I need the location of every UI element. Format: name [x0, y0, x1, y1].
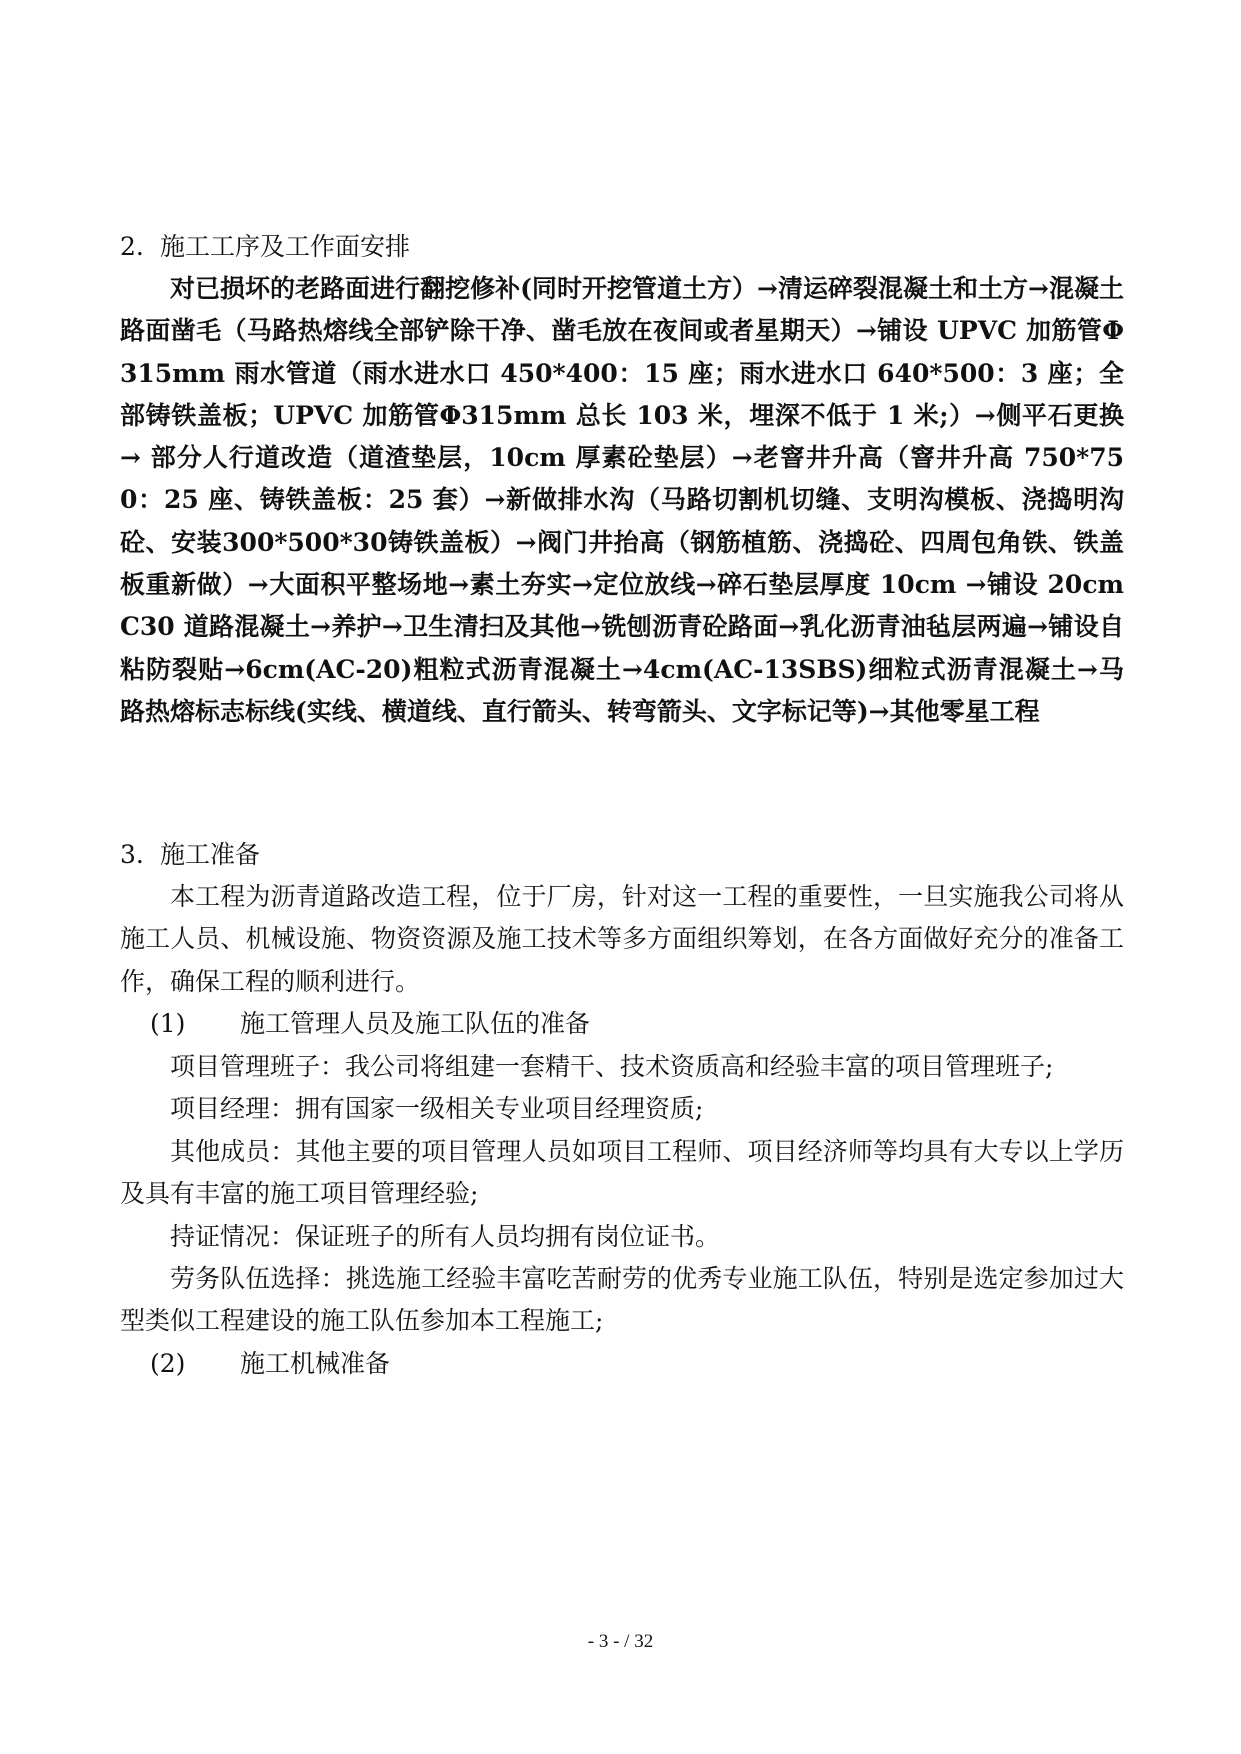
subsection-1-tag: (1) — [150, 1009, 186, 1038]
subsection-2-tag: (2) — [150, 1349, 186, 1378]
list-item: 项目管理班子：我公司将组建一套精干、技术资质高和经验丰富的项目管理班子; — [170, 1052, 1054, 1081]
list-item: 其他成员：其他主要的项目管理人员如项目工程师、项目经济师等均具有大专以上学历及具有丰富的施工项目管理经验; — [120, 1137, 1124, 1209]
section-2-body: 对已损坏的老路面进行翻挖修补(同时开挖管道土方）→清运碎裂混凝土和土方→混凝土路面凿毛（马路热熔线全部铲除干净、凿毛放在夜间或者星期天）→铺设 UPVC 加筋管Φ315mm 雨水管道（雨水进水口 450*400：15 座；雨水进水口 640*500：3 座；全部铸铁盖板；UPVC 加筋管Φ315mm 总长 103 米，埋深不低于 1 米;）→侧平石更换 → 部分人行道改造（道渣垫层，10cm 厚素砼垫层）→老窨井升高（窨井升高 750*750：25 座、铸铁盖板：25 套）→新做排水沟（马路切割机切缝、支明沟模板、浇捣明沟砼、安装300*500*30铸铁盖板）→阀门井抬高（钢筋植筋、浇捣砼、四周包角铁、铁盖板重新做）→大面积平整场地→素土夯实→定位放线→碎石垫层厚度 10cm →铺设 20cm C30 道路混凝土→养护→卫生清扫及其他→铣刨沥青砼路面→乳化沥青油毡层两遍→铺设自粘防裂贴→6cm(AC-20)粗粒式沥青混凝土→4cm(AC-13SBS)细粒式沥青混凝土→马路热熔标志标线(实线、横道线、直行箭头、转弯箭头、文字标记等)→其他零星工程 — [120, 274, 1124, 726]
section-3-intro: 本工程为沥青道路改造工程，位于厂房，针对这一工程的重要性，一旦实施我公司将从施工人员、机械设施、物资资源及施工技术等多方面组织筹划，在各方面做好充分的准备工作，确保工程的顺利进行。 — [120, 882, 1124, 996]
section-3-title: 施工准备 — [160, 840, 261, 869]
page-number: - 3 - / 32 — [587, 1631, 654, 1652]
list-item: 持证情况：保证班子的所有人员均拥有岗位证书。 — [170, 1222, 721, 1251]
list-item: 项目经理：拥有国家一级相关专业项目经理资质; — [170, 1094, 704, 1123]
subsection-2-title: 施工机械准备 — [240, 1349, 391, 1378]
list-item: 劳务队伍选择：挑选施工经验丰富吃苦耐劳的优秀专业施工队伍，特别是选定参加过大型类似工程建设的施工队伍参加本工程施工; — [120, 1264, 1124, 1336]
subsection-1-title: 施工管理人员及施工队伍的准备 — [240, 1009, 591, 1038]
section-2-heading — [120, 226, 1124, 268]
section-3-number: 3. — [120, 840, 144, 869]
subsection-1-heading — [120, 1003, 1124, 1045]
section-2-number: 2. — [120, 232, 144, 261]
section-3-heading — [120, 834, 1124, 876]
section-2-title: 施工工序及工作面安排 — [160, 232, 411, 261]
subsection-2-heading — [120, 1343, 1124, 1385]
